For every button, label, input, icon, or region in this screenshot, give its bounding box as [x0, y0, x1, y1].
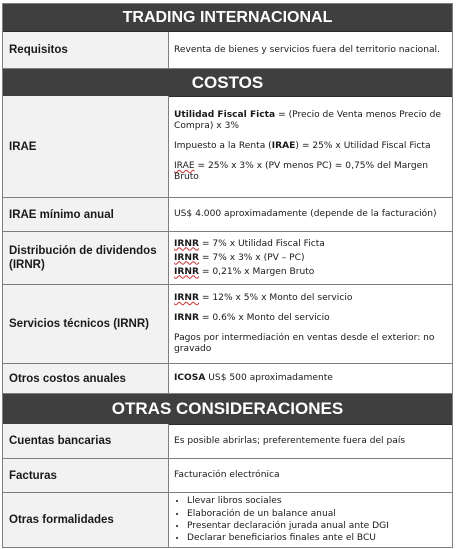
- otros-costos-label: Otros costos anuales: [3, 364, 169, 393]
- servicios-line3: Pagos por intermediación en ventas desde el exterior: no gravado: [174, 333, 435, 354]
- irnr-term: IRNR: [174, 238, 199, 249]
- irnr-term: IRNR: [174, 313, 199, 323]
- irnr-term: IRNR: [174, 266, 199, 277]
- dividendos-label: Distribución de dividendos (IRNR): [3, 232, 169, 284]
- servicios-label: Servicios técnicos (IRNR): [3, 285, 169, 363]
- formalidades-label: Otras formalidades: [3, 493, 169, 547]
- costos-header: COSTOS: [3, 69, 452, 97]
- irae-minimo-label: IRAE mínimo anual: [3, 198, 169, 231]
- row-dividendos: [3, 232, 452, 285]
- row-otros-costos: [3, 364, 452, 394]
- irnr-term: IRNR: [174, 293, 199, 303]
- irae-line2: [174, 141, 447, 152]
- row-irae: [3, 96, 452, 198]
- irae-line2-a: Impuesto a la Renta (: [174, 141, 272, 151]
- irae-value: [169, 96, 452, 197]
- row-formalidades: [3, 493, 452, 547]
- irae-line3-a: IRAE: [174, 161, 195, 171]
- requisitos-label: Requisitos: [3, 32, 169, 68]
- trading-table: [2, 3, 453, 548]
- facturas-value: [169, 459, 452, 492]
- irae-line3: [174, 161, 447, 183]
- list-item: • Llevar libros sociales: [187, 495, 447, 507]
- row-servicios: [3, 285, 452, 364]
- cuentas-text: Es posible abrirlas; preferentemente fuera del país: [174, 435, 406, 446]
- dividendos-line1: [174, 239, 447, 250]
- servicios-value: [169, 285, 452, 363]
- irnr-term: IRNR: [174, 252, 199, 263]
- otros-costos-text: [174, 373, 447, 384]
- dividendos-l2: = 7% x 3% x (PV – PC): [199, 252, 305, 263]
- dividendos-value: [169, 232, 452, 284]
- list-item: • Presentar declaración jurada anual ante DGI: [187, 520, 447, 532]
- dividendos-l1: = 7% x Utilidad Fiscal Ficta: [199, 238, 325, 249]
- cuentas-value: [169, 424, 452, 458]
- servicios-line1: [174, 293, 447, 304]
- list-item: • Elaboración de un balance anual: [187, 508, 447, 520]
- servicios-l1: = 12% x 5% x Monto del servicio: [199, 293, 353, 303]
- requisitos-text: Reventa de bienes y servicios fuera del territorio nacional.: [174, 44, 440, 55]
- irae-minimo-value: [169, 198, 452, 231]
- dividendos-l3: = 0,21% x Margen Bruto: [199, 266, 315, 277]
- row-facturas: [3, 459, 452, 493]
- irae-line1: [174, 110, 447, 132]
- irae-line1-rest: = (Precio de Venta menos Precio de Compra) x 3%: [174, 110, 441, 131]
- otros-costos-value: [169, 364, 452, 393]
- list-item: • Declarar beneficiarios finales ante el BCU: [187, 532, 447, 544]
- facturas-label: Facturas: [3, 459, 169, 492]
- icosa-term: ICOSA: [174, 373, 206, 383]
- row-requisitos: [3, 32, 452, 69]
- servicios-l2: = 0.6% x Monto del servicio: [199, 313, 330, 323]
- title-header: TRADING INTERNACIONAL: [3, 4, 452, 32]
- row-cuentas: [3, 424, 452, 459]
- formalidades-list: [174, 495, 447, 545]
- servicios-line2: [174, 313, 447, 324]
- cuentas-label: Cuentas bancarias: [3, 424, 169, 458]
- facturas-text: Facturación electrónica: [174, 470, 280, 480]
- irae-label: IRAE: [3, 96, 169, 197]
- otras-consideraciones-header: OTRAS CONSIDERACIONES: [3, 394, 452, 425]
- irae-minimo-text: US$ 4.000 aproximadamente (depende de la facturación): [174, 209, 437, 219]
- dividendos-line3: [174, 267, 447, 278]
- otros-costos-rest: US$ 500 aproximadamente: [205, 373, 333, 383]
- irae-line3-b: = 25% x 3% x (PV menos PC) = 0,75% del Margen Bruto: [174, 161, 429, 182]
- row-irae-minimo: [3, 198, 452, 232]
- requisitos-value: [169, 32, 452, 68]
- irae-line2-b: IRAE: [271, 141, 296, 151]
- irae-line2-c: ) = 25% x Utilidad Fiscal Ficta: [295, 141, 431, 151]
- formalidades-value: [169, 493, 452, 547]
- dividendos-line2: [174, 253, 447, 264]
- irae-line1-bold: Utilidad Fiscal Ficta: [174, 110, 276, 120]
